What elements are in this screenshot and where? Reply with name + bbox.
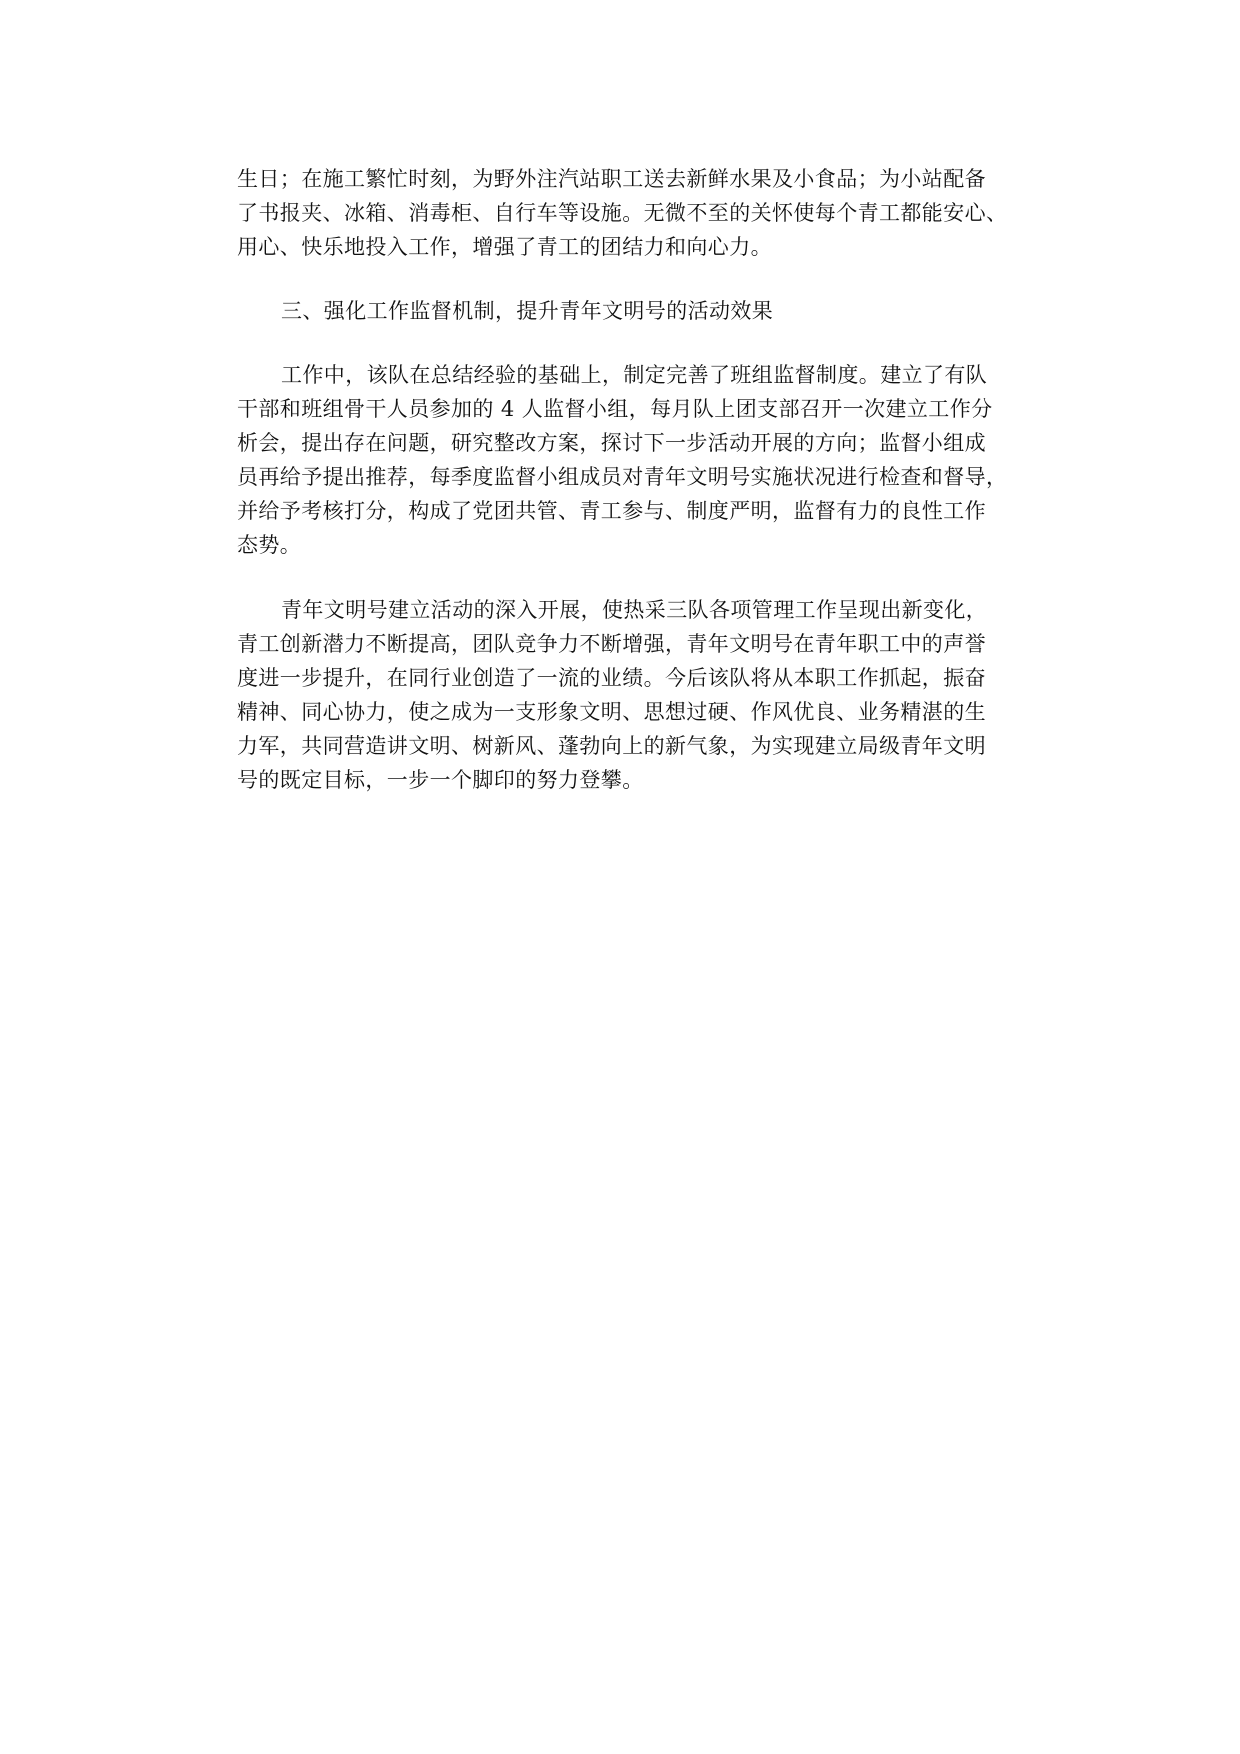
paragraph-1-line-3: 用心、快乐地投入工作，增强了青工的团结力和向心力。 xyxy=(237,235,772,259)
paragraph-1-line-2: 了书报夹、冰箱、消毒柜、自行车等设施。无微不至的关怀使每个青工都能安心、 xyxy=(237,201,1008,225)
paragraph-3-line-2: 青工创新潜力不断提高，团队竞争力不断增强，青年文明号在青年职工中的声誉 xyxy=(237,632,986,656)
paragraph-3-line-1: 青年文明号建立活动的深入开展，使热采三队各项管理工作呈现出新变化， xyxy=(281,598,988,622)
paragraph-2-line-5: 并给予考核打分，构成了党团共管、青工参与、制度严明，监督有力的良性工作 xyxy=(237,499,986,523)
paragraph-3-line-6: 号的既定目标，一步一个脚印的努力登攀。 xyxy=(237,768,644,792)
paragraph-2-line-3: 析会，提出存在问题，研究整改方案，探讨下一步活动开展的方向；监督小组成 xyxy=(237,431,986,455)
paragraph-2-line-1: 工作中，该队在总结经验的基础上，制定完善了班组监督制度。建立了有队 xyxy=(281,363,988,387)
paragraph-2-line-6: 态势。 xyxy=(237,533,302,557)
section-heading-3: 三、强化工作监督机制，提升青年文明号的活动效果 xyxy=(281,299,774,323)
paragraph-3-line-4: 精神、同心协力，使之成为一支形象文明、思想过硬、作风优良、业务精湛的生 xyxy=(237,700,986,724)
paragraph-2-line-2: 干部和班组骨干人员参加的 4 人监督小组，每月队上团支部召开一次建立工作分 xyxy=(237,397,993,421)
paragraph-1-line-1: 生日；在施工繁忙时刻，为野外注汽站职工送去新鲜水果及小食品；为小站配备 xyxy=(237,167,986,191)
paragraph-2-line-4: 员再给予提出推荐，每季度监督小组成员对青年文明号实施状况进行检查和督导， xyxy=(237,465,1008,489)
paragraph-3-line-5: 力军，共同营造讲文明、树新风、蓬勃向上的新气象，为实现建立局级青年文明 xyxy=(237,734,986,758)
paragraph-3-line-3: 度进一步提升，在同行业创造了一流的业绩。今后该队将从本职工作抓起，振奋 xyxy=(237,666,986,690)
